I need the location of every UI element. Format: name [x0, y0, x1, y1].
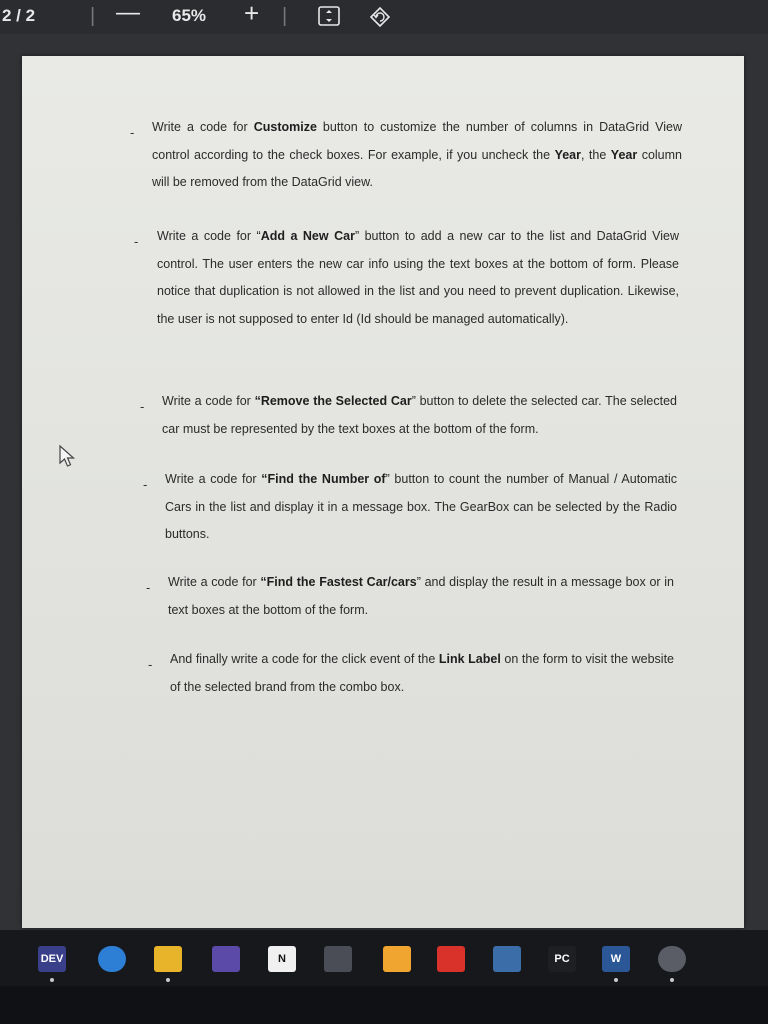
vivaldi-app-icon[interactable] — [437, 946, 465, 972]
zoom-out-button[interactable]: — — [116, 0, 140, 26]
settings-app-icon[interactable] — [658, 946, 686, 972]
toolbar-separator: | — [282, 5, 288, 27]
bullet-dash: - — [134, 234, 139, 249]
text-run: Write a code for — [168, 575, 261, 589]
ring-app-icon[interactable] — [98, 946, 126, 972]
devtool-app-icon[interactable]: DEV — [38, 946, 66, 972]
text-run: Write a code for — [162, 394, 255, 408]
text-run: Write a code for — [165, 472, 262, 486]
rotate-icon[interactable] — [367, 4, 393, 30]
document-viewport[interactable] — [0, 34, 768, 930]
document-page — [22, 56, 744, 928]
text-run: ” button to add a new car to the list and DataGrid View control. The user enters the new car info using the text boxes at the bottom of form. Please notice that duplication is not allowed in the list and you need to prevent duplication. Likewise, the user is not supposed to enter Id (Id should be managed automatically). — [157, 229, 679, 326]
instruction-text — [152, 114, 682, 197]
folder-app-icon[interactable] — [154, 946, 182, 972]
instruction-text — [162, 388, 677, 443]
running-indicator — [50, 978, 54, 982]
fit-page-icon[interactable] — [318, 6, 340, 26]
keyboard-app-icon[interactable] — [324, 946, 352, 972]
instruction-text — [157, 223, 679, 333]
pycharm-app-icon[interactable]: PC — [548, 946, 576, 972]
bullet-dash: - — [146, 580, 151, 595]
text-run: button to customize the number of columns in DataGrid View control according to the check boxes. For example, if you uncheck the — [152, 120, 682, 162]
zoom-level[interactable]: 65% — [172, 6, 207, 25]
mouse-cursor-icon — [58, 444, 76, 468]
bullet-dash: - — [130, 125, 135, 140]
bold-term: Year — [610, 147, 638, 162]
text-run: Write a code for “ — [157, 229, 261, 243]
running-indicator — [166, 978, 170, 982]
instruction-text — [170, 646, 674, 701]
instruction-text — [168, 569, 674, 624]
text-run: Write a code for — [152, 120, 254, 134]
text-run: ” button to count the number of Manual / Automatic Cars in the list and display it in a message box. The GearBox can be selected by the Radio buttons. — [165, 472, 677, 541]
bold-term: “Find the Number of — [261, 472, 386, 486]
zoom-in-button[interactable]: + — [244, 0, 260, 28]
text-run: column will be removed from the DataGrid view. — [152, 147, 682, 189]
page-indicator: 2 / 2 — [2, 6, 36, 25]
bullet-dash: - — [140, 399, 145, 414]
word-app-icon[interactable]: W — [602, 946, 630, 972]
instruction-text — [165, 466, 677, 549]
toolbar-separator: | — [90, 5, 96, 27]
running-indicator — [670, 978, 674, 982]
text-run: on the form to visit the website of the selected brand from the combo box. — [170, 652, 674, 694]
bold-term: “Remove the Selected Car — [254, 394, 412, 408]
bold-term: “Find the Fastest Car/cars — [260, 575, 417, 589]
bold-term: Customize — [253, 120, 317, 134]
text-run: ” and display the result in a message box or in text boxes at the bottom of the form. — [168, 575, 674, 617]
bold-term: Year — [554, 147, 581, 162]
notion-app-icon[interactable]: N — [268, 946, 296, 972]
running-indicator — [614, 978, 618, 982]
text-run: ” button to delete the selected car. The selected car must be represented by the text boxes at the bottom of the form. — [162, 394, 677, 436]
vs-app-icon[interactable] — [212, 946, 240, 972]
network-app-icon[interactable] — [493, 946, 521, 972]
text-run: , the — [580, 147, 611, 162]
chat-app-icon[interactable] — [383, 946, 411, 972]
bold-term: Link Label — [438, 652, 501, 666]
bullet-dash: - — [148, 657, 153, 672]
taskbar — [0, 930, 768, 1024]
bold-term: Add a New Car — [260, 229, 355, 243]
bullet-dash: - — [143, 477, 148, 492]
pdf-viewer-toolbar — [0, 0, 768, 34]
text-run: And finally write a code for the click event of the — [170, 652, 439, 666]
taskbar-icons — [0, 930, 768, 986]
